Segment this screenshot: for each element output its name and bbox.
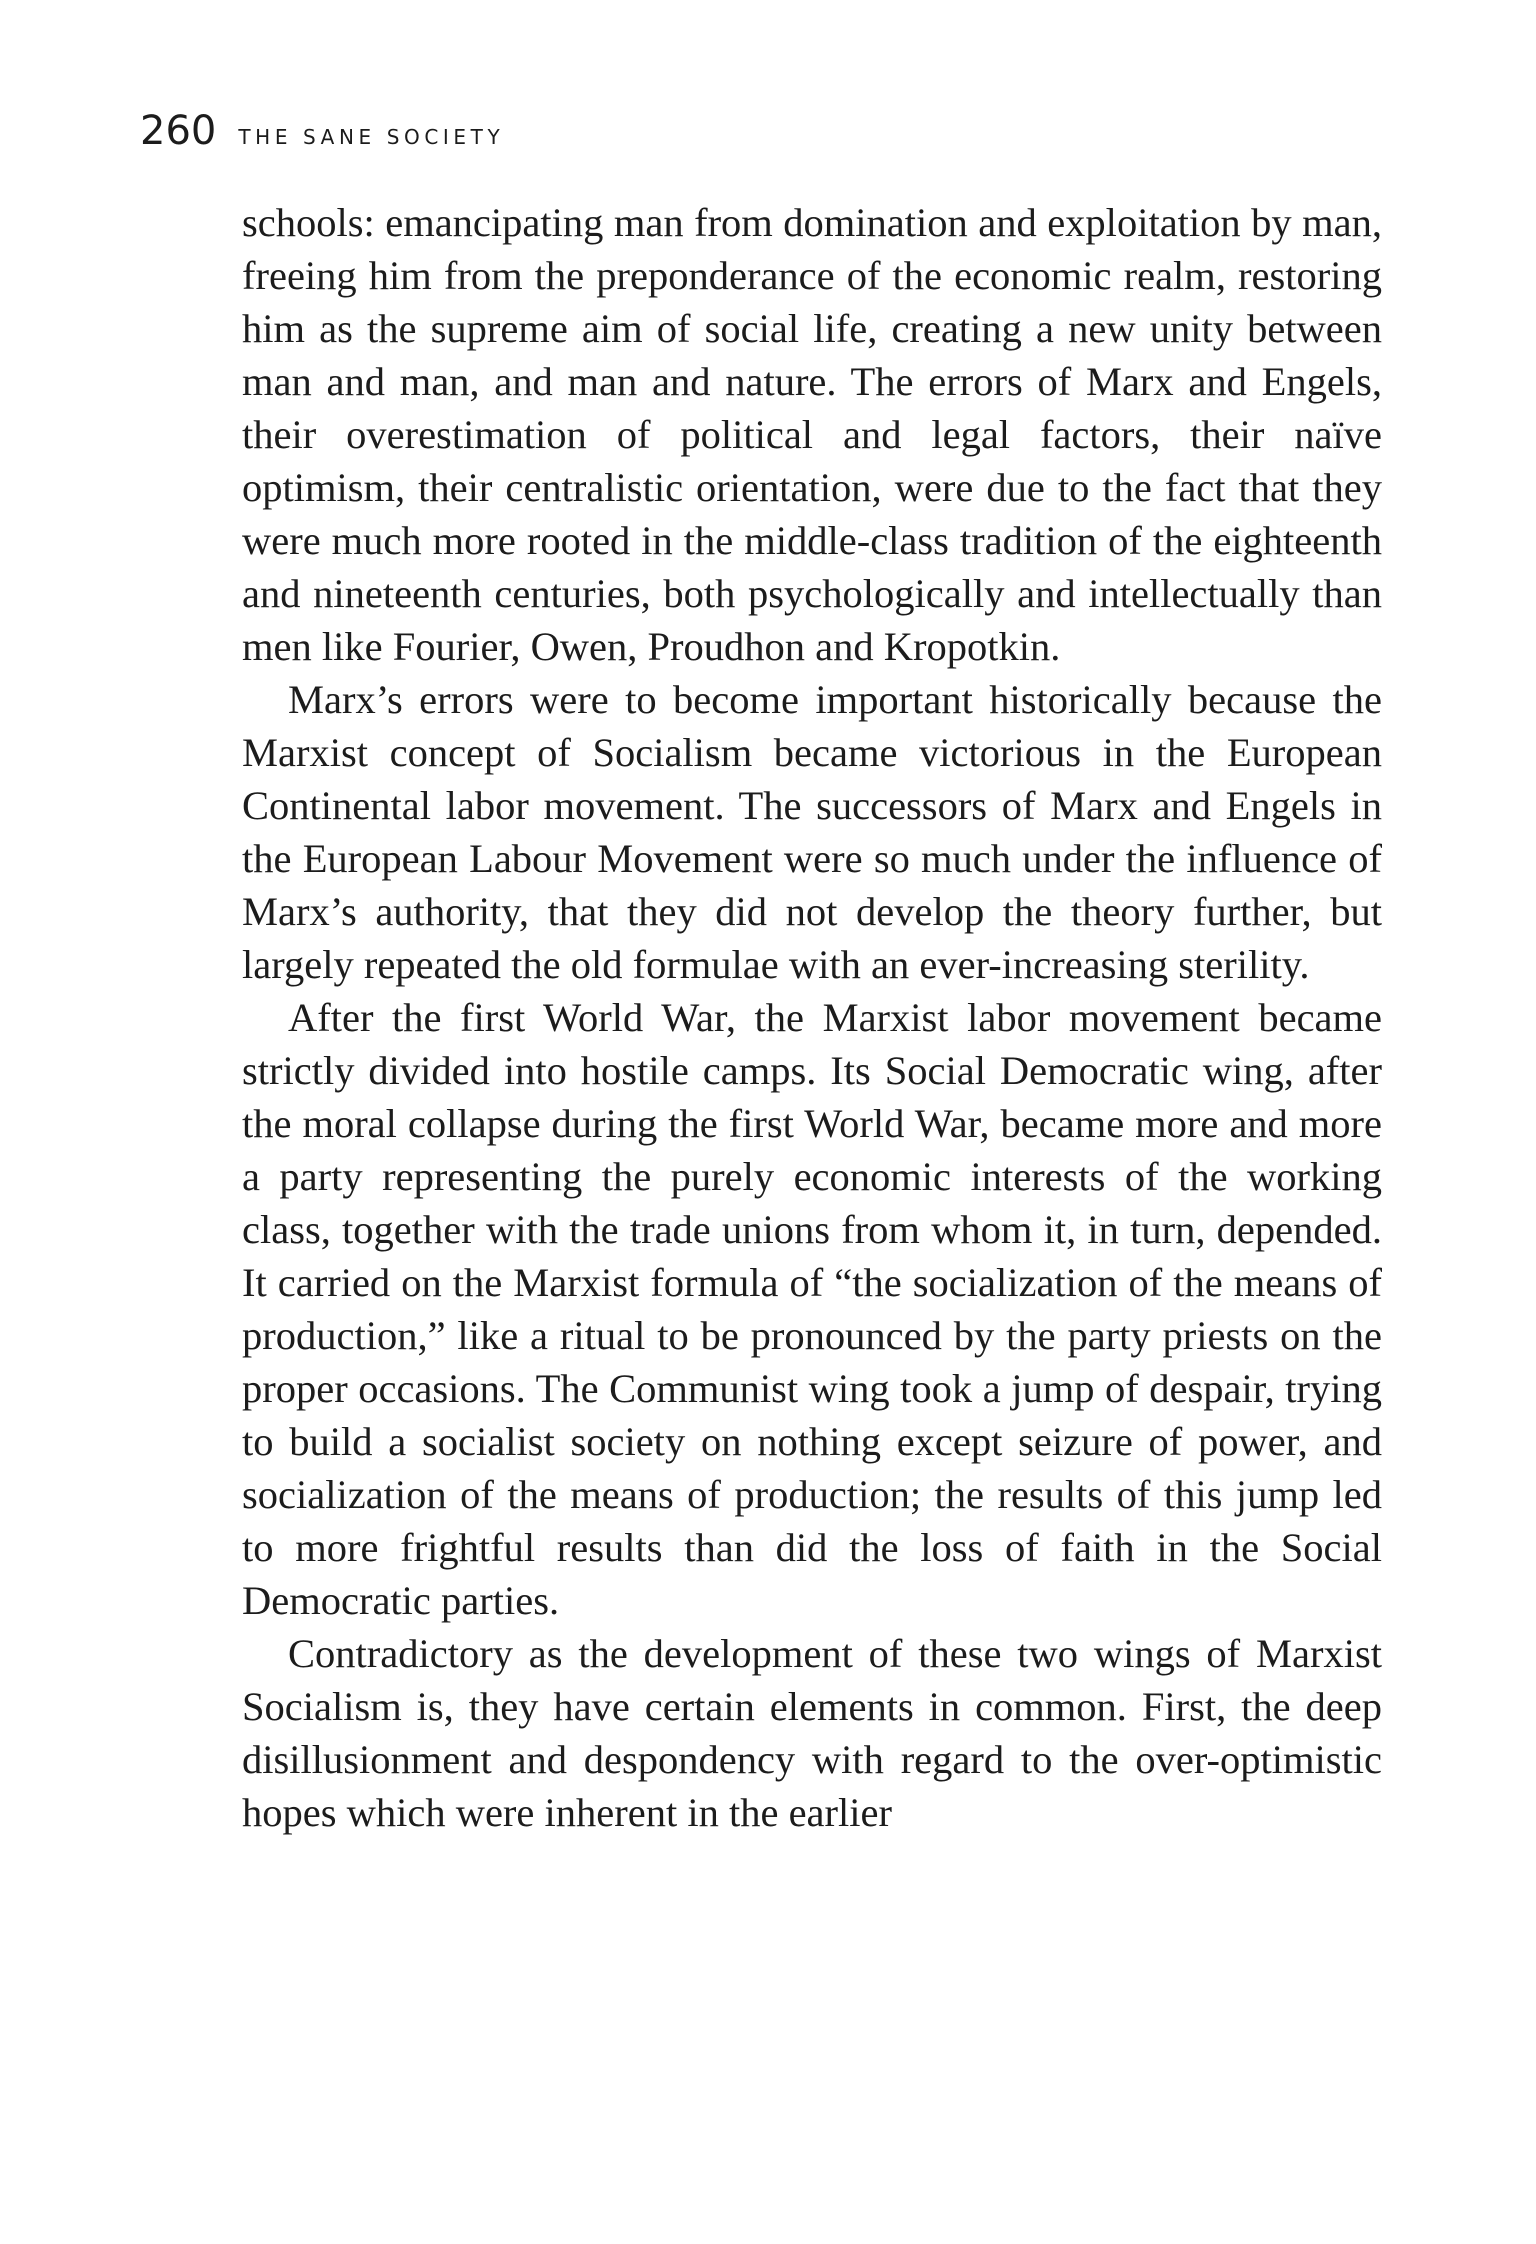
paragraph-3: After the first World War, the Marxist labor movement became strictly divided into hostile camps. Its Social Democratic wing, after the moral collapse during the first World War, became more and more a party representing the purely economic interests of the working class, together with the trade unions from whom it, in turn, depended. It carried on the Marxist formula of “the socialization of the means of production,” like a ritual to be pronounced by the party priests on the proper occasions. The Communist wing took a jump of despair, trying to build a socialist society on nothing except seizure of power, and socialization of the means of production; the results of this jump led to more frightful results than did the loss of faith in the Social Democratic parties. bbox=[242, 995, 1382, 1623]
body-text bbox=[242, 196, 1382, 1839]
paragraph-2: Marx’s errors were to become important historically because the Marxist concept of Socialism became victorious in the European Continental labor movement. The successors of Marx and Engels in the European Labour Movement were so much under the influence of Marx’s authority, that they did not develop the theory further, but largely repeated the old formulae with an ever-increasing sterility. bbox=[242, 677, 1382, 987]
book-title: THE SANE SOCIETY bbox=[238, 125, 505, 149]
paragraph-1: schools: emancipating man from domination and exploitation by man, freeing him from the preponderance of the economic realm, restoring him as the supreme aim of social life, creating a new unity between man and man, and man and nature. The errors of Marx and Engels, their overestimation of political and legal factors, their naïve optimism, their centralistic orientation, were due to the fact that they were much more rooted in the middle-class tradition of the eighteenth and nineteenth centuries, both psychologically and intellectually than men like Fourier, Owen, Proudhon and Kropotkin. bbox=[242, 200, 1382, 669]
paragraph-4: Contradictory as the development of these two wings of Marxist Socialism is, they have certain elements in common. First, the deep disillusionment and despondency with regard to the over-optimistic hopes which were inherent in the earlier bbox=[242, 1631, 1382, 1835]
page-number: 260 bbox=[140, 108, 217, 154]
running-head bbox=[140, 108, 504, 154]
